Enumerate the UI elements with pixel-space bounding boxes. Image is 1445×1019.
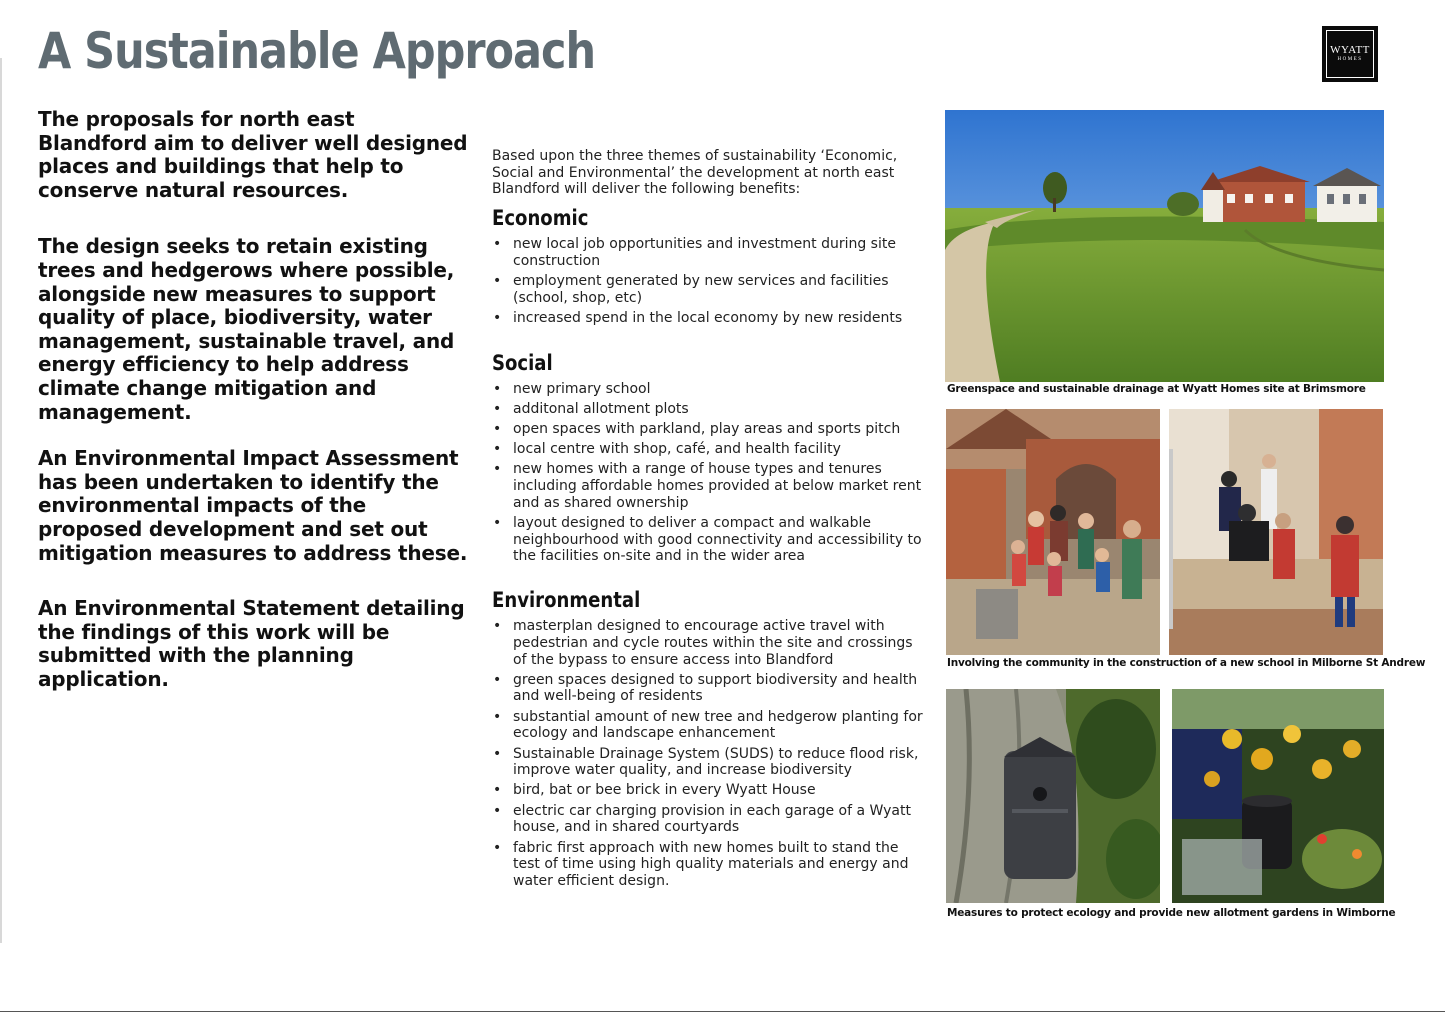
list-item: • new homes with a range of house types and tenures including affordable homes provided at below market rent and as shared ownership bbox=[492, 461, 924, 511]
economic-heading: Economic bbox=[492, 206, 589, 231]
wyatt-homes-logo bbox=[1322, 26, 1378, 82]
list-item: • employment generated by new services and facilities (school, shop, etc) bbox=[492, 273, 924, 306]
list-item: • electric car charging provision in each garage of a Wyatt house, and in shared courtyards bbox=[492, 803, 924, 836]
social-list bbox=[492, 381, 924, 566]
benefits-lead: Based upon the three themes of sustainability ‘Economic, Social and Environmental’ the development at north east Blandford will deliver the following benefits: bbox=[492, 148, 898, 198]
bottom-rule bbox=[0, 1011, 1445, 1012]
intro-paragraph: The proposals for north east Blandford aim to deliver well designed places and buildings that help to conserve natural resources. bbox=[38, 107, 468, 202]
greenspace-photo bbox=[945, 110, 1384, 382]
list-item: • masterplan designed to encourage active travel with pedestrian and cycle routes within the site and crossings of the bypass to ensure access into Blandford bbox=[492, 618, 924, 668]
list-item: • substantial amount of new tree and hedgerow planting for ecology and landscape enhancement bbox=[492, 709, 924, 742]
social-heading: Social bbox=[492, 350, 553, 375]
ecology-caption: Measures to protect ecology and provide new allotment gardens in Wimborne bbox=[947, 907, 1396, 919]
list-item: • new local job opportunities and investment during site construction bbox=[492, 236, 924, 269]
environmental-list bbox=[492, 618, 924, 890]
logo-subtitle: HOMES bbox=[1337, 57, 1363, 62]
list-item: • local centre with shop, café, and health facility bbox=[492, 441, 924, 458]
intro-paragraph: An Environmental Statement detailing the findings of this work will be submitted with the planning application. bbox=[38, 596, 465, 691]
list-item: • increased spend in the local economy by new residents bbox=[492, 310, 924, 327]
list-item: • bird, bat or bee brick in every Wyatt House bbox=[492, 782, 924, 799]
greenspace-caption: Greenspace and sustainable drainage at Wyatt Homes site at Brimsmore bbox=[947, 383, 1366, 395]
intro-paragraph: The design seeks to retain existing trees and hedgerows where possible, alongside new measures to support quality of place, biodiversity, water management, sustainable travel, and energy efficiency to help address climate change mitigation and management. bbox=[38, 234, 455, 424]
community-photo-left bbox=[946, 409, 1160, 655]
list-item: • layout designed to deliver a compact and walkable neighbourhood with good connectivity and accessibility to the facilities on-site and in the wider area bbox=[492, 515, 924, 565]
benefits-column bbox=[492, 148, 924, 893]
list-item: • new primary school bbox=[492, 381, 924, 398]
logo-wordmark: WYATT bbox=[1330, 44, 1370, 56]
list-item: • fabric first approach with new homes built to stand the test of time using high quality materials and energy and water efficient design. bbox=[492, 840, 924, 890]
intro-column bbox=[38, 108, 468, 691]
ecology-photo-left bbox=[946, 689, 1160, 903]
community-caption: Involving the community in the construction of a new school in Milborne St Andrew bbox=[947, 657, 1426, 669]
page-title: A Sustainable Approach bbox=[38, 22, 596, 80]
list-item: • additonal allotment plots bbox=[492, 401, 924, 418]
intro-paragraph: An Environmental Impact Assessment has been undertaken to identify the environmental impacts of the proposed development and set out mitigation measures to address these. bbox=[38, 446, 468, 565]
environmental-heading: Environmental bbox=[492, 588, 641, 613]
list-item: • Sustainable Drainage System (SUDS) to reduce flood risk, improve water quality, and increase biodiversity bbox=[492, 746, 924, 779]
left-margin-rule bbox=[0, 58, 2, 943]
list-item: • green spaces designed to support biodiversity and health and well-being of residents bbox=[492, 672, 924, 705]
ecology-photo-right bbox=[1172, 689, 1384, 903]
community-photo-right bbox=[1169, 409, 1383, 655]
list-item: • open spaces with parkland, play areas and sports pitch bbox=[492, 421, 924, 438]
economic-list bbox=[492, 236, 924, 327]
